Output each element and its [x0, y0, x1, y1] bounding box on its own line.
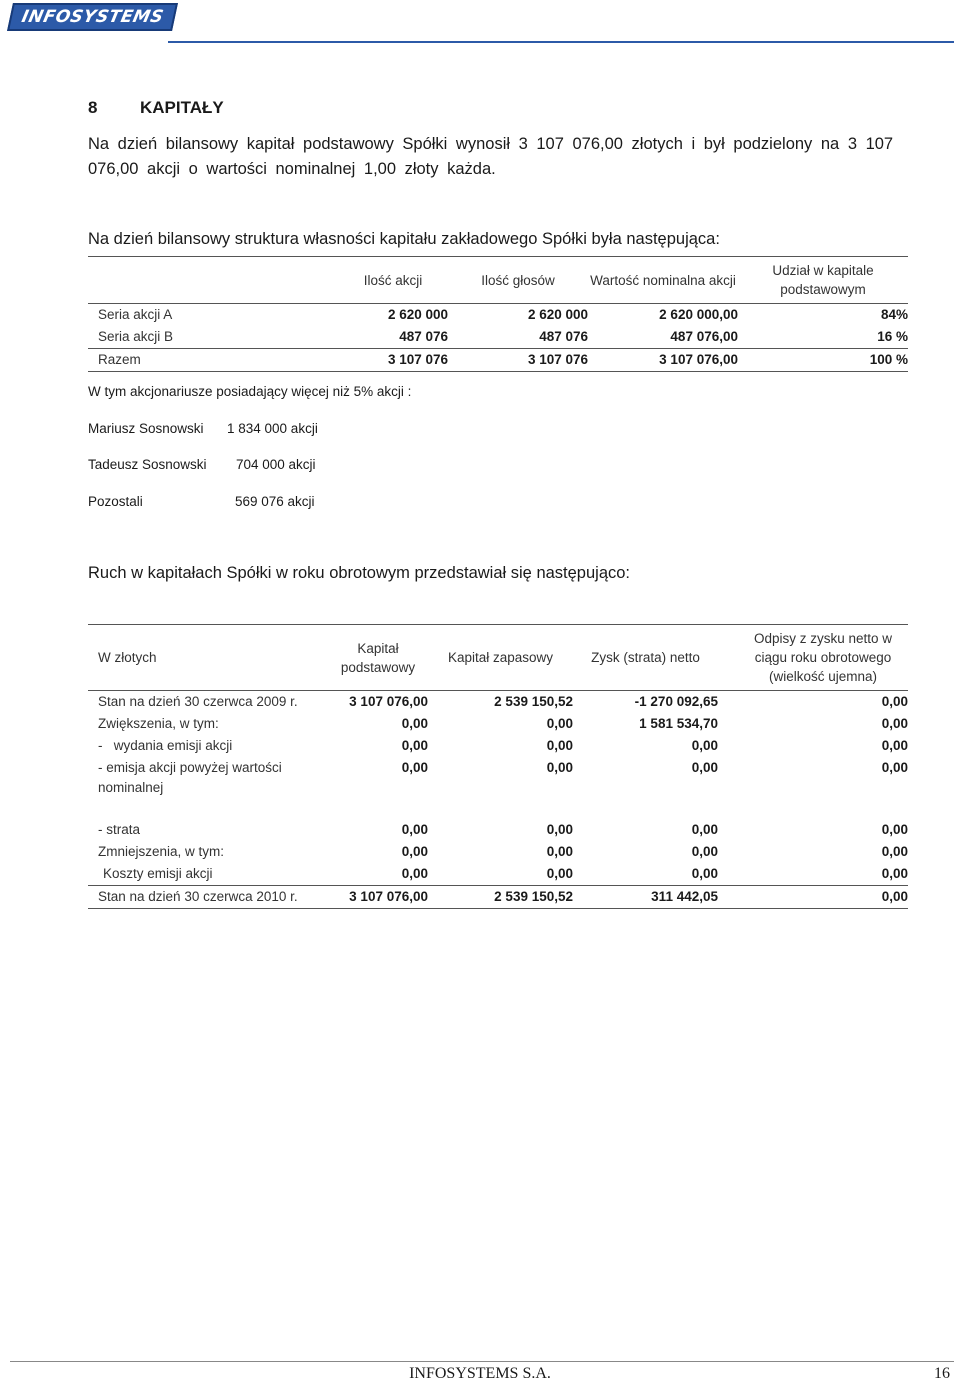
- ownership-cell: 3 107 076: [527, 352, 588, 367]
- shareholder-item: [88, 421, 318, 436]
- movements-col-profit: Zysk (strata) netto: [591, 650, 700, 665]
- movements-cell: 3 107 076,00: [349, 889, 428, 904]
- company-logo: [10, 4, 175, 30]
- footer-company: INFOSYSTEMS S.A.: [409, 1365, 551, 1382]
- movements-row-closing: [88, 886, 908, 909]
- ownership-cell: 2 620 000,00: [659, 307, 738, 322]
- section-number: 8: [88, 98, 98, 117]
- header-rule: [168, 41, 954, 43]
- capital-paragraph: Na dzień bilansowy kapitał podstawowy Spółki wynosił 3 107 076,00 złotych i był podzielony na 3 107 076,00 akcji o wartości nominalnej 1,00 złoty każda.: [88, 135, 894, 178]
- ownership-cell: 2 620 000: [527, 307, 588, 322]
- movements-cell: 0,00: [691, 844, 718, 859]
- movements-cell: -1 270 092,65: [634, 694, 718, 709]
- ownership-heading: Na dzień bilansowy struktura własności kapitału zakładowego Spółki była następująca:: [88, 230, 720, 248]
- movements-row: [88, 735, 908, 757]
- ownership-col-nominal: Wartość nominalna akcji: [590, 272, 736, 288]
- ownership-cell: 3 107 076,00: [659, 352, 738, 367]
- movements-cell: - wydania emisji akcji: [98, 738, 233, 753]
- ownership-cell: 16 %: [877, 329, 908, 344]
- movements-cell: 0,00: [881, 738, 908, 753]
- logo-text: INFOSYSTEMS: [7, 3, 178, 31]
- movements-cell: Koszty emisji akcji: [103, 866, 213, 881]
- movements-cell: Zwiększenia, w tym:: [98, 716, 219, 731]
- movements-cell: 0,00: [691, 738, 718, 753]
- ownership-row-total: [88, 349, 908, 372]
- shareholder-item: [88, 494, 315, 509]
- movements-cell: 0,00: [691, 760, 718, 775]
- movements-col-writeoffs: Odpisy z zysku netto w ciągu roku obrotowego (wielkość ujemna): [753, 631, 893, 684]
- ownership-cell: Seria akcji B: [98, 329, 174, 344]
- movements-cell: 0,00: [881, 889, 908, 904]
- movements-header-row: [88, 625, 908, 691]
- movements-cell: - emisja akcji powyżej wartości nominalnej: [98, 760, 282, 795]
- movements-cell: 0,00: [401, 738, 428, 753]
- ownership-col-shares: Ilość akcji: [363, 272, 423, 288]
- ownership-cell: 3 107 076: [387, 352, 448, 367]
- movements-cell: 0,00: [546, 716, 573, 731]
- ownership-table: [88, 256, 908, 372]
- ownership-cell: Razem: [98, 352, 141, 367]
- movements-cell: 0,00: [401, 716, 428, 731]
- movements-col-reserve: Kapitał zapasowy: [447, 650, 554, 665]
- movements-cell: - strata: [98, 822, 141, 837]
- shareholder-value: 569 076 akcji: [235, 494, 315, 509]
- ownership-cell: Seria akcji A: [98, 307, 173, 322]
- movements-cell: 311 442,05: [651, 889, 718, 904]
- shareholder-item: [88, 457, 316, 472]
- capital-movements-table: [88, 624, 908, 909]
- movements-cell: Stan na dzień 30 czerwca 2009 r.: [98, 694, 298, 709]
- movements-row: [88, 713, 908, 735]
- scanned-document: [58, 88, 930, 938]
- movements-heading: Ruch w kapitałach Spółki w roku obrotowym przedstawiał się następująco:: [88, 564, 631, 582]
- movements-col-label: W złotych: [98, 650, 157, 665]
- ownership-col-votes: Ilość głosów: [481, 272, 555, 288]
- movements-cell: 0,00: [546, 760, 573, 775]
- movements-cell: 2 539 150,52: [494, 694, 573, 709]
- movements-cell: 0,00: [881, 694, 908, 709]
- movements-cell: 3 107 076,00: [349, 694, 428, 709]
- movements-cell: 0,00: [691, 866, 718, 881]
- ownership-row-a: [88, 304, 908, 327]
- movements-cell: 0,00: [881, 822, 908, 837]
- movements-row: [88, 863, 908, 886]
- movements-cell: 0,00: [691, 822, 718, 837]
- section-heading: KAPITAŁY: [140, 98, 224, 117]
- footer-rule: [10, 1361, 954, 1362]
- movements-cell: 0,00: [881, 866, 908, 881]
- movements-row: [88, 841, 908, 863]
- shareholder-value: 1 834 000 akcji: [227, 421, 318, 436]
- movements-cell: Stan na dzień 30 czerwca 2010 r.: [98, 889, 298, 904]
- movements-cell: 0,00: [401, 866, 428, 881]
- shareholder-value: 704 000 akcji: [236, 457, 316, 472]
- movements-cell: Zmniejszenia, w tym:: [98, 844, 225, 859]
- movements-row: [88, 819, 908, 841]
- movements-cell: 0,00: [401, 760, 428, 775]
- shareholder-name: Pozostali: [88, 494, 143, 509]
- movements-cell: 2 539 150,52: [494, 889, 573, 904]
- ownership-cell: 2 620 000: [387, 307, 448, 322]
- movements-cell: 0,00: [546, 738, 573, 753]
- movements-cell: 0,00: [546, 822, 573, 837]
- page-number: 16: [934, 1365, 950, 1382]
- movements-cell: 0,00: [546, 866, 573, 881]
- movements-cell: 1 581 534,70: [639, 716, 718, 731]
- movements-cell: 0,00: [881, 844, 908, 859]
- ownership-row-b: [88, 326, 908, 349]
- page-header: [0, 0, 960, 44]
- movements-cell: 0,00: [881, 760, 908, 775]
- ownership-cell: 487 076,00: [670, 329, 738, 344]
- ownership-cell: 487 076: [399, 329, 448, 344]
- movements-cell: 0,00: [401, 822, 428, 837]
- shareholder-name: Mariusz Sosnowski: [88, 421, 204, 436]
- shareholders-note: W tym akcjonariusze posiadający więcej niż 5% akcji :: [88, 384, 412, 399]
- movements-col-share-capital: Kapitał podstawowy: [340, 640, 416, 675]
- movements-row: [88, 691, 908, 714]
- ownership-col-label: [88, 257, 338, 304]
- movements-cell: 0,00: [401, 844, 428, 859]
- ownership-cell: 100 %: [869, 352, 908, 367]
- ownership-cell: 84%: [880, 307, 908, 322]
- movements-cell: 0,00: [881, 716, 908, 731]
- ownership-header-row: [88, 257, 908, 304]
- movements-cell: 0,00: [546, 844, 573, 859]
- movements-spacer: [88, 799, 908, 819]
- section-title: [88, 98, 224, 118]
- shareholder-name: Tadeusz Sosnowski: [88, 457, 207, 472]
- ownership-cell: 487 076: [539, 329, 588, 344]
- movements-row: [88, 757, 908, 799]
- ownership-col-share: Udział w kapitale podstawowym: [772, 263, 874, 297]
